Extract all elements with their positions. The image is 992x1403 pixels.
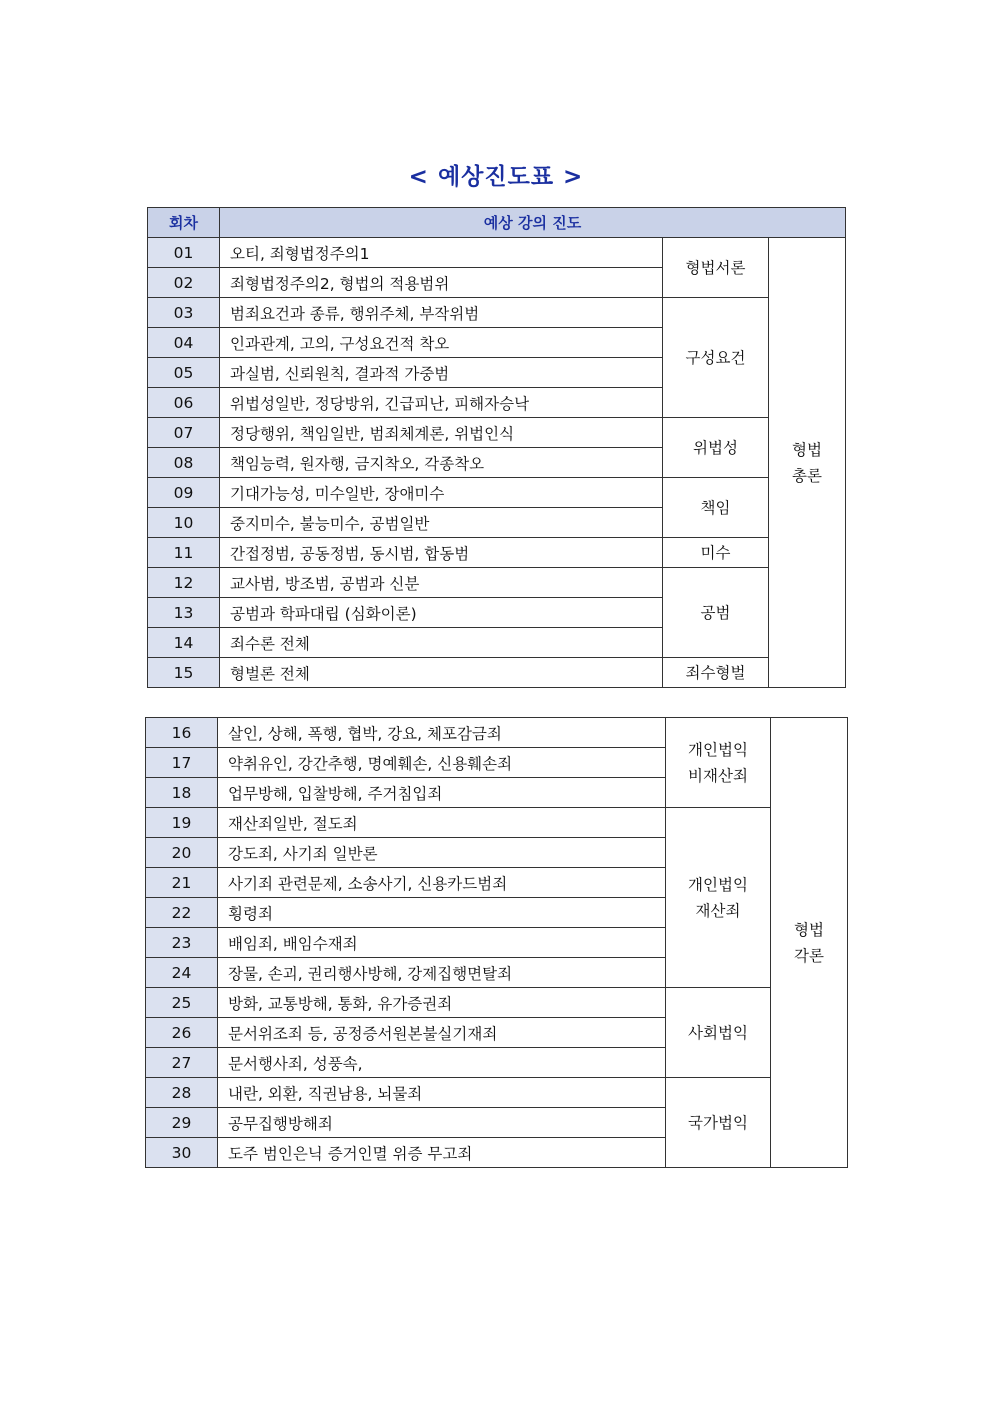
table-row [148,568,846,598]
session-number: 24 [146,958,218,988]
session-number: 03 [148,298,220,328]
category-line2: 비재산죄 [688,766,748,785]
lecture-topic: 재산죄일반, 절도죄 [218,808,666,838]
part-label-line1: 형법 [792,440,822,459]
session-number: 26 [146,1018,218,1048]
category-label: 공범 [663,568,769,658]
category-label [666,988,771,1078]
lecture-topic: 공무집행방해죄 [218,1108,666,1138]
part-label-line2: 각론 [794,946,824,965]
session-number: 15 [148,658,220,688]
lecture-topic: 사기죄 관련문제, 소송사기, 신용카드범죄 [218,868,666,898]
session-number: 12 [148,568,220,598]
session-number: 27 [146,1048,218,1078]
lecture-topic: 정당행위, 책임일반, 범죄체계론, 위법인식 [220,418,663,448]
page-title: < 예상진도표 > [408,164,584,190]
part-label-line2: 총론 [792,466,822,485]
table-row [146,988,848,1018]
header-session: 회차 [148,208,220,238]
table-row [148,418,846,448]
lecture-topic: 도주 범인은닉 증거인멸 위증 무고죄 [218,1138,666,1168]
session-number: 16 [146,718,218,748]
session-number: 23 [146,928,218,958]
lecture-topic: 약취유인, 강간추행, 명예훼손, 신용훼손죄 [218,748,666,778]
table-row [148,538,846,568]
lecture-topic: 과실범, 신뢰원칙, 결과적 가중범 [220,358,663,388]
session-number: 07 [148,418,220,448]
session-number: 14 [148,628,220,658]
lecture-topic: 장물, 손괴, 권리행사방해, 강제집행면탈죄 [218,958,666,988]
session-number: 19 [146,808,218,838]
table-row [148,478,846,508]
table-row [148,238,846,268]
category-line1: 개인법익 [688,740,748,759]
session-number: 21 [146,868,218,898]
part-label-general [769,238,846,688]
session-number: 09 [148,478,220,508]
header-content: 예상 강의 진도 [220,208,846,238]
lecture-topic: 기대가능성, 미수일반, 장애미수 [220,478,663,508]
lecture-topic: 간접정범, 공동정범, 동시범, 합동범 [220,538,663,568]
category-line2: 재산죄 [695,901,741,920]
session-number: 06 [148,388,220,418]
category-line1: 개인법익 [688,875,748,894]
session-number: 01 [148,238,220,268]
category-label: 미수 [663,538,769,568]
session-number: 18 [146,778,218,808]
lecture-topic: 공범과 학파대립 (심화이론) [220,598,663,628]
category-label: 구성요건 [663,298,769,418]
session-number: 04 [148,328,220,358]
part-label-line1: 형법 [794,920,824,939]
lecture-topic: 배임죄, 배임수재죄 [218,928,666,958]
session-number: 11 [148,538,220,568]
category-label [666,808,771,988]
header-row [148,208,846,238]
category-label [666,718,771,808]
session-number: 28 [146,1078,218,1108]
lecture-topic: 문서위조죄 등, 공정증서원본불실기재죄 [218,1018,666,1048]
schedule-table-general [147,207,846,688]
session-number: 05 [148,358,220,388]
lecture-topic: 책임능력, 원자행, 금지착오, 각종착오 [220,448,663,478]
lecture-topic: 죄형법정주의2, 형법의 적용범위 [220,268,663,298]
category-label: 책임 [663,478,769,538]
lecture-topic: 형벌론 전체 [220,658,663,688]
session-number: 30 [146,1138,218,1168]
session-number: 22 [146,898,218,928]
category-line1: 국가법익 [688,1113,748,1132]
lecture-topic: 죄수론 전체 [220,628,663,658]
lecture-topic: 위법성일반, 정당방위, 긴급피난, 피해자승낙 [220,388,663,418]
lecture-topic: 횡령죄 [218,898,666,928]
lecture-topic: 문서행사죄, 성풍속, [218,1048,666,1078]
lecture-topic: 범죄요건과 종류, 행위주체, 부작위범 [220,298,663,328]
session-number: 13 [148,598,220,628]
category-label: 죄수형벌 [663,658,769,688]
category-label: 형법서론 [663,238,769,298]
lecture-topic: 내란, 외환, 직권남용, 뇌물죄 [218,1078,666,1108]
session-number: 25 [146,988,218,1018]
lecture-topic: 교사범, 방조범, 공범과 신분 [220,568,663,598]
session-number: 20 [146,838,218,868]
session-number: 17 [146,748,218,778]
session-number: 29 [146,1108,218,1138]
session-number: 10 [148,508,220,538]
table-row [148,658,846,688]
schedule-table-specific [145,717,848,1168]
lecture-topic: 중지미수, 불능미수, 공범일반 [220,508,663,538]
part-label-specific [771,718,848,1168]
lecture-topic: 업무방해, 입찰방해, 주거침입죄 [218,778,666,808]
table-row [148,298,846,328]
lecture-topic: 방화, 교통방해, 통화, 유가증권죄 [218,988,666,1018]
table-row [146,1078,848,1108]
lecture-topic: 오티, 죄형법정주의1 [220,238,663,268]
category-label [666,1078,771,1168]
category-line1: 사회법익 [688,1023,748,1042]
lecture-topic: 강도죄, 사기죄 일반론 [218,838,666,868]
table-row [146,718,848,748]
table-row [146,808,848,838]
lecture-topic: 인과관계, 고의, 구성요건적 착오 [220,328,663,358]
lecture-topic: 살인, 상해, 폭행, 협박, 강요, 체포감금죄 [218,718,666,748]
session-number: 08 [148,448,220,478]
category-label: 위법성 [663,418,769,478]
session-number: 02 [148,268,220,298]
